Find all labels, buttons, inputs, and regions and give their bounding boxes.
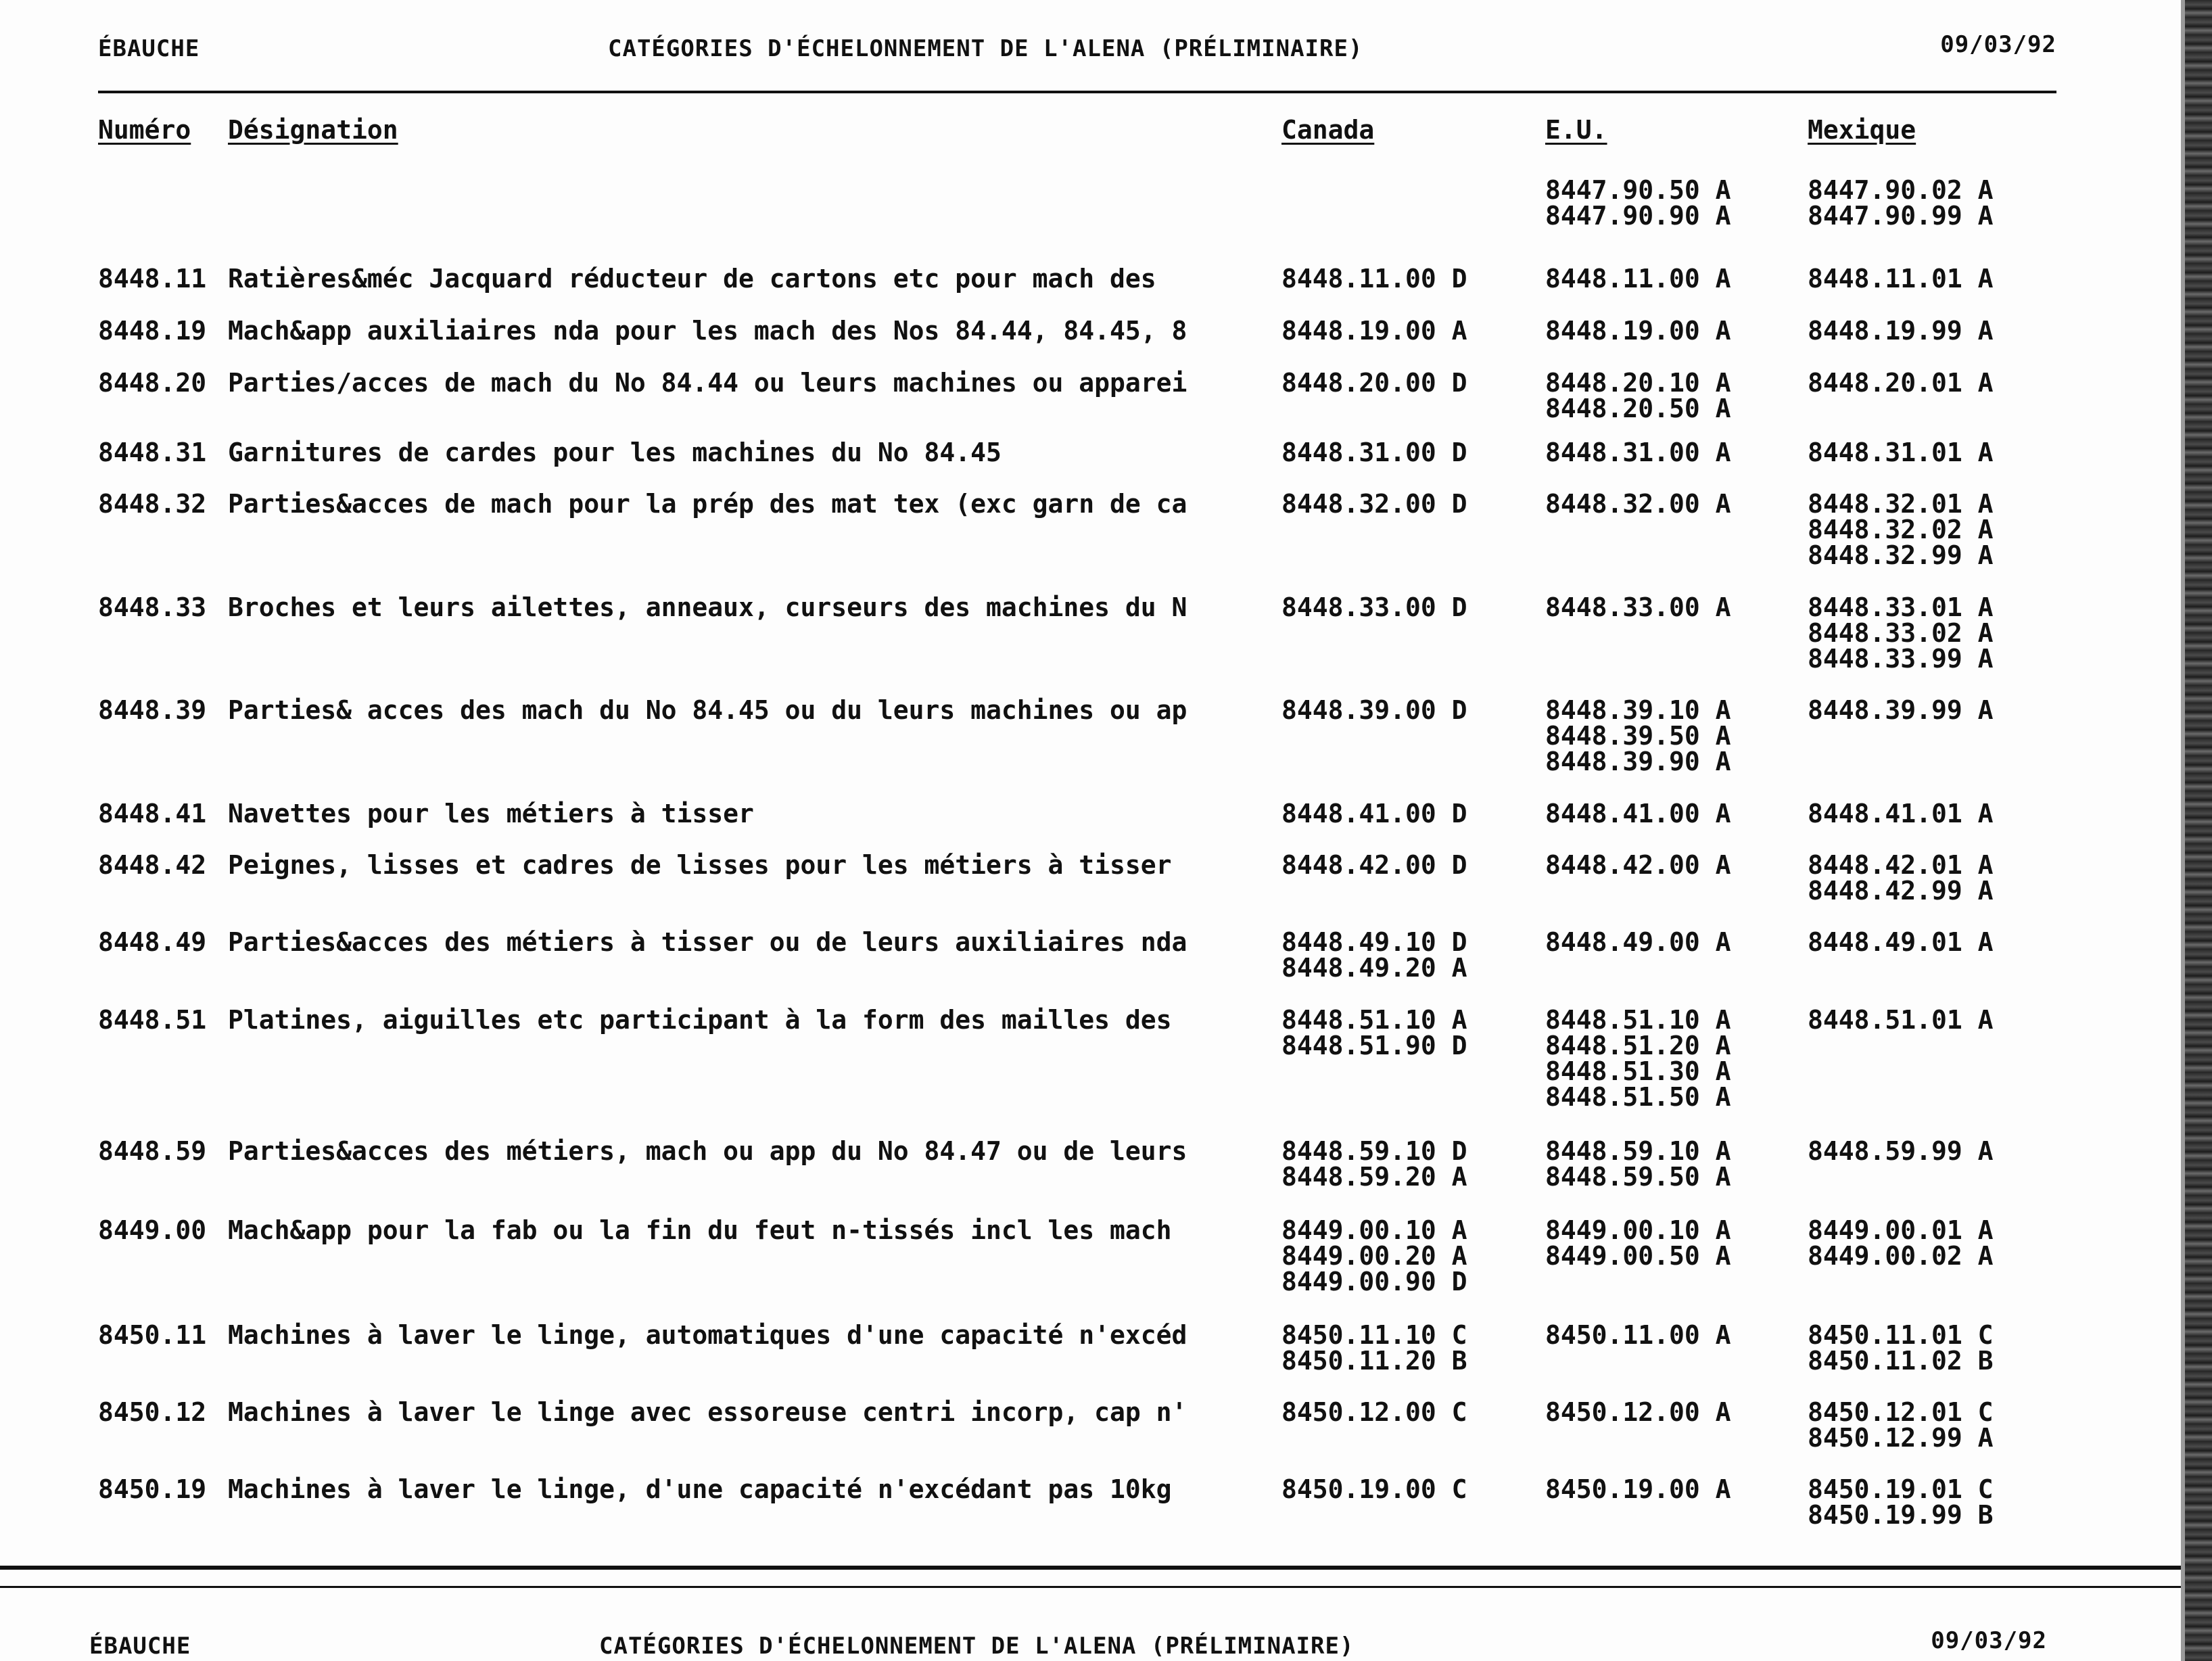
column-header-mexique: Mexique: [1808, 115, 1916, 145]
tariff-number: 8448.39: [98, 695, 207, 725]
scan-edge: [2185, 0, 2212, 1661]
mexique-codes: [1808, 491, 1994, 568]
tariff-code: 8447.90.90 A: [1545, 201, 1731, 231]
column-header-canada: Canada: [1281, 115, 1375, 145]
tariff-code: 8448.32.00 D: [1281, 489, 1467, 519]
tariff-code: 8450.12.01 C: [1808, 1397, 1994, 1427]
eu-codes: [1545, 1007, 1731, 1110]
tariff-code: 8448.41.00 A: [1545, 799, 1731, 828]
continuation-mexique-codes: [1808, 177, 1994, 229]
designation: Parties& acces des mach du No 84.45 ou du leurs machines ou ap: [228, 695, 1187, 725]
tariff-number: 8448.42: [98, 850, 207, 880]
mexique-codes: [1808, 1217, 1994, 1269]
eu-codes: [1545, 440, 1731, 465]
mexique-codes: [1808, 852, 1994, 904]
designation: Broches et leurs ailettes, anneaux, curseurs des machines du N: [228, 592, 1187, 622]
tariff-code: 8449.00.90 D: [1281, 1267, 1467, 1296]
header-rule: [98, 91, 2056, 93]
tariff-number: 8450.19: [98, 1474, 207, 1504]
eu-codes: [1545, 697, 1731, 774]
tariff-code: 8448.32.99 A: [1808, 540, 1994, 570]
tariff-code: 8448.39.00 D: [1281, 695, 1467, 725]
eu-codes: [1545, 1138, 1731, 1190]
tariff-code: 8448.51.20 A: [1545, 1031, 1731, 1060]
column-header-numero: Numéro: [98, 115, 191, 145]
eu-codes: [1545, 370, 1731, 421]
mexique-codes: [1808, 1138, 1994, 1164]
column-header-eu: E.U.: [1545, 115, 1607, 145]
eu-codes: [1545, 1476, 1731, 1502]
tariff-code: 8448.49.20 A: [1281, 953, 1467, 983]
tariff-code: 8450.11.00 A: [1545, 1320, 1731, 1350]
tariff-code: 8448.11.00 D: [1281, 264, 1467, 294]
tariff-number: 8448.51: [98, 1005, 207, 1035]
designation: Parties/acces de mach du No 84.44 ou leurs machines ou apparei: [228, 368, 1187, 398]
designation: Peignes, lisses et cadres de lisses pour les métiers à tisser: [228, 850, 1172, 880]
tariff-code: 8448.33.99 A: [1808, 644, 1994, 674]
canada-codes: [1281, 440, 1467, 465]
tariff-number: 8448.41: [98, 799, 207, 828]
tariff-number: 8448.32: [98, 489, 207, 519]
tariff-code: 8448.33.00 A: [1545, 592, 1731, 622]
document-title: CATÉGORIES D'ÉCHELONNEMENT DE L'ALENA (PRÉLIMINAIRE): [608, 35, 1363, 62]
tariff-code: 8448.49.10 D: [1281, 927, 1467, 957]
tariff-code: 8448.41.00 D: [1281, 799, 1467, 828]
tariff-code: 8450.11.01 C: [1808, 1320, 1994, 1350]
canada-codes: [1281, 594, 1467, 620]
canada-codes: [1281, 1476, 1467, 1502]
mexique-codes: [1808, 801, 1994, 826]
tariff-code: 8450.11.20 B: [1281, 1346, 1467, 1376]
mexique-codes: [1808, 1322, 1994, 1374]
draft-label: ÉBAUCHE: [98, 35, 200, 62]
mexique-codes: [1808, 594, 1994, 672]
canada-codes: [1281, 1399, 1467, 1425]
tariff-code: 8448.20.10 A: [1545, 368, 1731, 398]
canada-codes: [1281, 1007, 1467, 1058]
tariff-code: 8449.00.01 A: [1808, 1215, 1994, 1245]
canada-codes: [1281, 1322, 1467, 1374]
tariff-code: 8449.00.02 A: [1808, 1241, 1994, 1271]
tariff-code: 8448.19.00 A: [1545, 316, 1731, 346]
tariff-code: 8448.39.10 A: [1545, 695, 1731, 725]
eu-codes: [1545, 801, 1731, 826]
tariff-code: 8448.51.10 A: [1281, 1005, 1467, 1035]
tariff-code: 8450.19.01 C: [1808, 1474, 1994, 1504]
mexique-codes: [1808, 929, 1994, 955]
eu-codes: [1545, 1399, 1731, 1425]
tariff-code: 8447.90.99 A: [1808, 201, 1994, 231]
tariff-number: 8449.00: [98, 1215, 207, 1245]
tariff-code: 8448.31.01 A: [1808, 438, 1994, 467]
tariff-code: 8448.42.01 A: [1808, 850, 1994, 880]
tariff-code: 8448.20.50 A: [1545, 394, 1731, 423]
document-date: 09/03/92: [1940, 31, 2056, 58]
canada-codes: [1281, 929, 1467, 981]
eu-codes: [1545, 1322, 1731, 1348]
eu-codes: [1545, 491, 1731, 517]
tariff-code: 8449.00.20 A: [1281, 1241, 1467, 1271]
page-header: [98, 28, 2056, 69]
column-header-designation: Désignation: [228, 115, 398, 145]
canada-codes: [1281, 318, 1467, 344]
next-page-date: 09/03/92: [1931, 1627, 2047, 1654]
tariff-code: 8448.20.00 D: [1281, 368, 1467, 398]
designation: Navettes pour les métiers à tisser: [228, 799, 754, 828]
eu-codes: [1545, 1217, 1731, 1269]
designation: Machines à laver le linge, automatiques d'une capacité n'excéd: [228, 1320, 1187, 1350]
tariff-number: 8448.19: [98, 316, 207, 346]
designation: Ratières&méc Jacquard réducteur de cartons etc pour mach des: [228, 264, 1156, 294]
next-page-top-rule: [0, 1586, 2191, 1588]
mexique-codes: [1808, 1476, 1994, 1528]
eu-codes: [1545, 264, 1731, 294]
tariff-code: 8448.51.30 A: [1545, 1056, 1731, 1086]
tariff-number: 8450.12: [98, 1397, 207, 1427]
designation: Mach&app pour la fab ou la fin du feut n-tissés incl les mach: [228, 1215, 1172, 1245]
next-page-draft-label: ÉBAUCHE: [89, 1633, 191, 1660]
tariff-code: 8448.33.02 A: [1808, 618, 1994, 648]
tariff-code: 8448.51.90 D: [1281, 1031, 1467, 1060]
tariff-code: 8450.19.99 B: [1808, 1500, 1994, 1530]
tariff-code: 8450.12.00 A: [1545, 1397, 1731, 1427]
next-page-header: [89, 1623, 2047, 1661]
tariff-code: 8448.59.99 A: [1808, 1136, 1994, 1166]
tariff-code: 8448.42.00 A: [1545, 850, 1731, 880]
designation: Parties&acces de mach pour la prép des mat tex (exc garn de ca: [228, 489, 1187, 519]
canada-codes: [1281, 697, 1467, 723]
tariff-code: 8448.59.50 A: [1545, 1162, 1731, 1192]
tariff-code: 8448.32.00 A: [1545, 489, 1731, 519]
tariff-number: 8448.49: [98, 927, 207, 957]
eu-codes: [1545, 594, 1731, 620]
canada-codes: [1281, 370, 1467, 396]
tariff-code: 8449.00.10 A: [1281, 1215, 1467, 1245]
eu-codes: [1545, 929, 1731, 955]
designation: Machines à laver le linge avec essoreuse centri incorp, cap n': [228, 1397, 1187, 1427]
tariff-code: 8448.11.00 A: [1545, 264, 1731, 294]
canada-codes: [1281, 852, 1467, 878]
tariff-code: 8448.39.50 A: [1545, 721, 1731, 751]
eu-codes: [1545, 852, 1731, 878]
designation: Parties&acces des métiers, mach ou app du No 84.47 ou de leurs: [228, 1136, 1187, 1166]
designation: Machines à laver le linge, d'une capacité n'excédant pas 10kg: [228, 1474, 1172, 1504]
mexique-codes: [1808, 264, 1994, 294]
tariff-code: 8448.19.00 A: [1281, 316, 1467, 346]
tariff-code: 8448.19.99 A: [1808, 316, 1994, 346]
canada-codes: [1281, 491, 1467, 517]
mexique-codes: [1808, 440, 1994, 465]
tariff-code: 8450.12.99 A: [1808, 1423, 1994, 1453]
tariff-number: 8448.31: [98, 438, 207, 467]
canada-codes: [1281, 264, 1467, 294]
tariff-code: 8450.11.02 B: [1808, 1346, 1994, 1376]
tariff-number: 8448.33: [98, 592, 207, 622]
next-page-title: CATÉGORIES D'ÉCHELONNEMENT DE L'ALENA (PRÉLIMINAIRE): [599, 1633, 1355, 1660]
tariff-code: 8448.32.01 A: [1808, 489, 1994, 519]
tariff-code: 8448.20.01 A: [1808, 368, 1994, 398]
tariff-code: 8449.00.50 A: [1545, 1241, 1731, 1271]
tariff-code: 8448.59.10 A: [1545, 1136, 1731, 1166]
mexique-codes: [1808, 318, 1994, 344]
tariff-code: 8448.31.00 D: [1281, 438, 1467, 467]
tariff-code: 8450.19.00 A: [1545, 1474, 1731, 1504]
tariff-code: 8448.33.00 D: [1281, 592, 1467, 622]
designation: Parties&acces des métiers à tisser ou de leurs auxiliaires nda: [228, 927, 1187, 957]
canada-codes: [1281, 801, 1467, 826]
tariff-number: 8450.11: [98, 1320, 207, 1350]
eu-codes: [1545, 318, 1731, 344]
tariff-code: 8448.59.10 D: [1281, 1136, 1467, 1166]
tariff-code: 8448.11.01 A: [1808, 264, 1994, 294]
tariff-code: 8448.42.00 D: [1281, 850, 1467, 880]
tariff-code: 8448.51.10 A: [1545, 1005, 1731, 1035]
tariff-code: 8450.11.10 C: [1281, 1320, 1467, 1350]
tariff-code: 8448.59.20 A: [1281, 1162, 1467, 1192]
designation: Platines, aiguilles etc participant à la form des mailles des: [228, 1005, 1172, 1035]
mexique-codes: [1808, 370, 1994, 396]
tariff-code: 8448.33.01 A: [1808, 592, 1994, 622]
tariff-code: 8447.90.50 A: [1545, 175, 1731, 205]
canada-codes: [1281, 1217, 1467, 1294]
page-bottom-rule: [0, 1566, 2191, 1570]
tariff-number: 8448.11: [98, 264, 207, 294]
continuation-eu-codes: [1545, 177, 1731, 229]
tariff-code: 8448.49.00 A: [1545, 927, 1731, 957]
mexique-codes: [1808, 1399, 1994, 1451]
tariff-code: 8448.41.01 A: [1808, 799, 1994, 828]
tariff-code: 8448.49.01 A: [1808, 927, 1994, 957]
tariff-number: 8448.20: [98, 368, 207, 398]
tariff-code: 8447.90.02 A: [1808, 175, 1994, 205]
mexique-codes: [1808, 1007, 1994, 1033]
tariff-number: 8448.59: [98, 1136, 207, 1166]
tariff-code: 8449.00.10 A: [1545, 1215, 1731, 1245]
tariff-code: 8448.31.00 A: [1545, 438, 1731, 467]
designation: Mach&app auxiliaires nda pour les mach des Nos 84.44, 84.45, 8: [228, 316, 1187, 346]
tariff-code: 8448.32.02 A: [1808, 515, 1994, 544]
tariff-code: 8448.39.90 A: [1545, 747, 1731, 776]
canada-codes: [1281, 1138, 1467, 1190]
tariff-code: 8450.12.00 C: [1281, 1397, 1467, 1427]
mexique-codes: [1808, 697, 1994, 723]
designation: Garnitures de cardes pour les machines du No 84.45: [228, 438, 1002, 467]
tariff-code: 8450.19.00 C: [1281, 1474, 1467, 1504]
tariff-code: 8448.51.50 A: [1545, 1082, 1731, 1112]
tariff-code: 8448.39.99 A: [1808, 695, 1994, 725]
tariff-code: 8448.51.01 A: [1808, 1005, 1994, 1035]
tariff-code: 8448.42.99 A: [1808, 876, 1994, 906]
